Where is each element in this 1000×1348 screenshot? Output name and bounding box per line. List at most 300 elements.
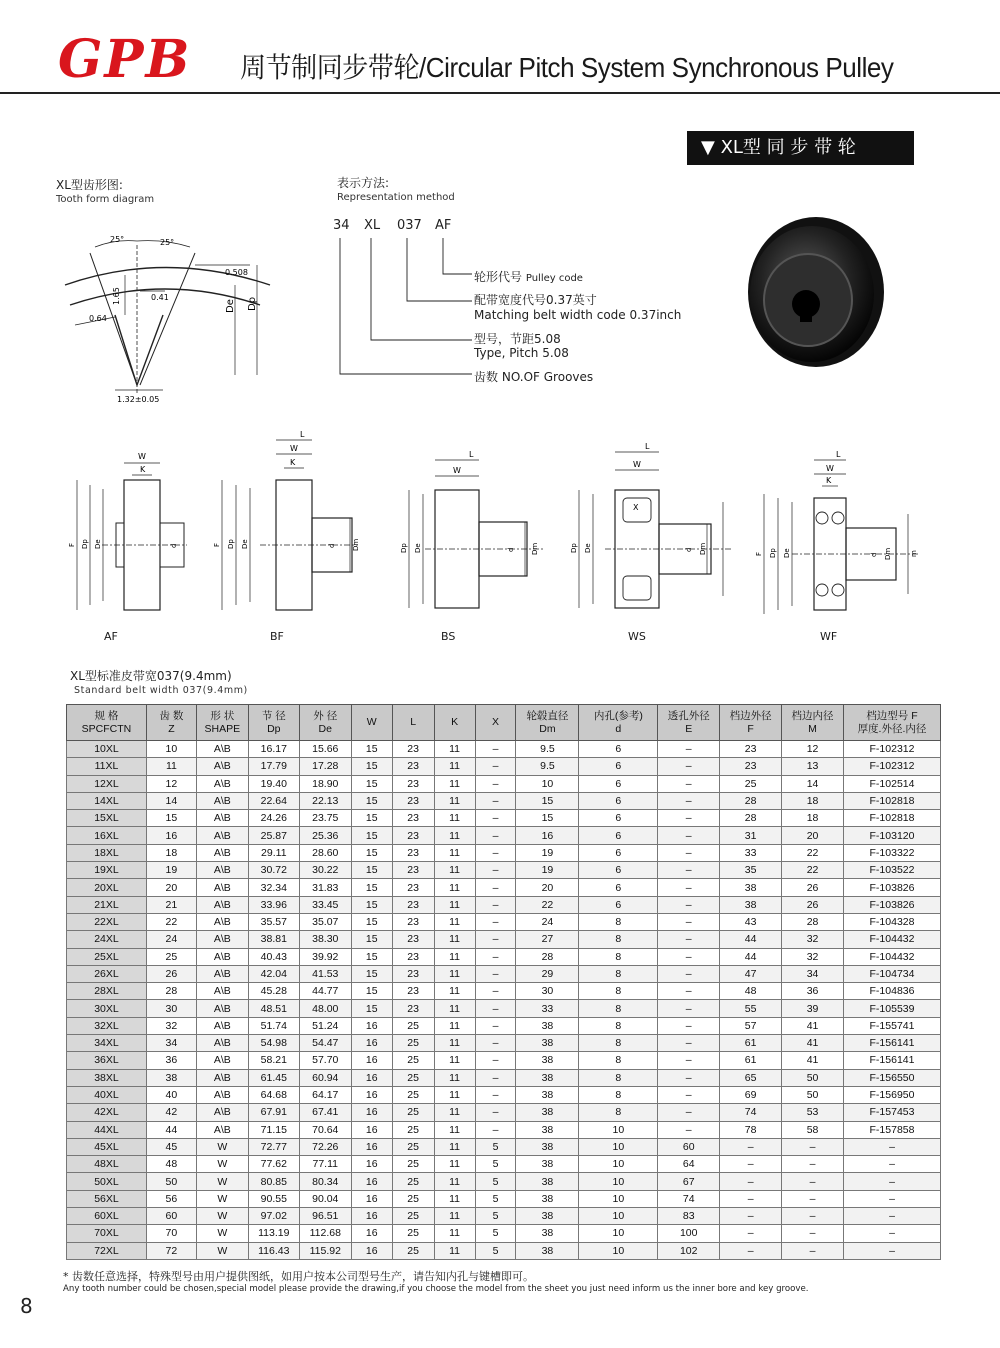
header-rule xyxy=(0,92,1000,94)
table-cell: 15 xyxy=(351,810,392,827)
tooth-form-title-en: Tooth form diagram xyxy=(56,194,155,205)
table-cell: 57 xyxy=(720,1017,782,1034)
table-row xyxy=(67,948,941,965)
table-cell: 8 xyxy=(579,1000,658,1017)
table-cell: 38 xyxy=(146,1069,196,1086)
table-cell: 6 xyxy=(579,741,658,758)
table-cell: 35 xyxy=(720,862,782,879)
angle-right-label: 25° xyxy=(160,238,175,247)
table-cell: A\B xyxy=(196,965,248,982)
table-cell: 74 xyxy=(658,1190,720,1207)
column-header xyxy=(658,705,720,741)
table-row xyxy=(67,792,941,809)
table-cell: 45.28 xyxy=(248,983,299,1000)
table-cell: 11 xyxy=(146,758,196,775)
spec-cell: 30XL xyxy=(67,1000,147,1017)
table-cell: 70.64 xyxy=(299,1121,351,1138)
table-cell: 112.68 xyxy=(299,1225,351,1242)
table-cell: 11 xyxy=(434,758,475,775)
table-cell: 8 xyxy=(579,948,658,965)
table-cell: 22 xyxy=(146,913,196,930)
table-cell: – xyxy=(475,862,516,879)
ws-x-label: X xyxy=(633,503,639,512)
table-cell: 38 xyxy=(720,896,782,913)
table-cell: – xyxy=(720,1225,782,1242)
table-cell: 25 xyxy=(392,1104,434,1121)
table-cell: – xyxy=(843,1208,940,1225)
ws-spoke-window-bottom xyxy=(623,576,651,600)
code-width: 037 xyxy=(397,218,422,233)
table-cell: 20 xyxy=(516,879,579,896)
table-cell: 6 xyxy=(579,775,658,792)
spec-cell: 12XL xyxy=(67,775,147,792)
table-cell: 22 xyxy=(516,896,579,913)
table-cell: 77.62 xyxy=(248,1156,299,1173)
table-cell: 25 xyxy=(392,1156,434,1173)
table-cell: 102 xyxy=(658,1242,720,1259)
spec-cell: 28XL xyxy=(67,983,147,1000)
table-cell: – xyxy=(475,879,516,896)
table-cell: 5 xyxy=(475,1173,516,1190)
table-row xyxy=(67,1242,941,1259)
table-cell: 67.91 xyxy=(248,1104,299,1121)
dim-165-label: 1.65 xyxy=(112,287,121,305)
table-cell: W xyxy=(196,1138,248,1155)
table-cell: – xyxy=(475,931,516,948)
table-cell: 12 xyxy=(782,741,844,758)
table-cell: – xyxy=(658,844,720,861)
table-cell: 25 xyxy=(392,1121,434,1138)
tooth-profile xyxy=(115,315,163,385)
column-header-label: L xyxy=(410,716,417,728)
table-cell: A\B xyxy=(196,931,248,948)
table-cell: 15.66 xyxy=(299,741,351,758)
table-cell: 64.68 xyxy=(248,1086,299,1103)
table-cell: 115.92 xyxy=(299,1242,351,1259)
table-cell: 11 xyxy=(434,983,475,1000)
table-row xyxy=(67,775,941,792)
table-cell: 32 xyxy=(146,1017,196,1034)
table-cell: – xyxy=(658,879,720,896)
table-cell: 67 xyxy=(658,1173,720,1190)
column-header-sublabel: SHAPE xyxy=(204,722,241,735)
table-cell: 6 xyxy=(579,827,658,844)
table-cell: – xyxy=(720,1138,782,1155)
table-cell: 10 xyxy=(579,1242,658,1259)
table-cell: – xyxy=(843,1242,940,1259)
table-cell: 10 xyxy=(579,1138,658,1155)
table-cell: 25 xyxy=(720,775,782,792)
table-cell: 10 xyxy=(579,1173,658,1190)
table-cell: 11 xyxy=(434,913,475,930)
table-row xyxy=(67,1052,941,1069)
table-cell: A\B xyxy=(196,1035,248,1052)
table-cell: 61 xyxy=(720,1035,782,1052)
table-cell: 6 xyxy=(579,862,658,879)
table-cell: A\B xyxy=(196,896,248,913)
table-cell: 15 xyxy=(351,931,392,948)
table-cell: – xyxy=(658,758,720,775)
page-header xyxy=(0,0,1000,96)
table-cell: – xyxy=(782,1190,844,1207)
table-cell: 11 xyxy=(434,827,475,844)
table-cell: 60.94 xyxy=(299,1069,351,1086)
rep-pulley-code-en: Pulley code xyxy=(525,273,583,284)
table-cell: 50 xyxy=(782,1086,844,1103)
table-cell: 5 xyxy=(475,1225,516,1242)
table-cell: 11 xyxy=(434,1104,475,1121)
table-cell: 16 xyxy=(351,1208,392,1225)
table-cell: 40.43 xyxy=(248,948,299,965)
table-cell: 16 xyxy=(351,1052,392,1069)
column-header xyxy=(67,705,147,741)
representation-title-en: Representation method xyxy=(337,192,455,203)
rep-pulley-code xyxy=(474,268,583,285)
table-cell: 11 xyxy=(434,1000,475,1017)
table-cell: 31.83 xyxy=(299,879,351,896)
column-header-sublabel: M xyxy=(808,722,817,735)
column-header-label: W xyxy=(366,716,377,728)
table-cell: 77.11 xyxy=(299,1156,351,1173)
table-cell: – xyxy=(782,1173,844,1190)
table-cell: 8 xyxy=(579,1104,658,1121)
table-cell: 16 xyxy=(351,1242,392,1259)
table-cell: 6 xyxy=(579,810,658,827)
table-cell: – xyxy=(475,896,516,913)
table-cell: 29.11 xyxy=(248,844,299,861)
table-cell: 33.96 xyxy=(248,896,299,913)
table-cell: 116.43 xyxy=(248,1242,299,1259)
table-cell: 10 xyxy=(579,1225,658,1242)
wf-dp-label: Dp xyxy=(769,548,777,558)
table-cell: 71.15 xyxy=(248,1121,299,1138)
table-cell: 11 xyxy=(434,792,475,809)
table-cell: 15 xyxy=(351,948,392,965)
table-cell: A\B xyxy=(196,810,248,827)
table-cell: 51.24 xyxy=(299,1017,351,1034)
table-cell: – xyxy=(475,792,516,809)
table-cell: 11 xyxy=(434,810,475,827)
column-header xyxy=(579,705,658,741)
table-cell: 23 xyxy=(392,1000,434,1017)
table-cell: 16 xyxy=(351,1035,392,1052)
bs-d-label: d xyxy=(507,547,515,552)
table-cell: – xyxy=(475,1017,516,1034)
table-title-cn: XL型标准皮带宽037(9.4mm) xyxy=(70,669,232,683)
note-en: Any tooth number could be chosen,special model please provide the drawing,if you choose the model from the sheet you just need inform us the inner bore and key groove. xyxy=(63,1284,809,1294)
table-cell: F-103826 xyxy=(843,896,940,913)
table-cell: 11 xyxy=(434,1225,475,1242)
pulley-photo xyxy=(728,210,888,380)
dp-label: Dp xyxy=(247,296,258,311)
table-cell: 20 xyxy=(146,879,196,896)
wf-dm-label: Dm xyxy=(884,547,892,560)
table-cell: 80.85 xyxy=(248,1173,299,1190)
table-cell: 16 xyxy=(516,827,579,844)
table-row xyxy=(67,827,941,844)
table-cell: 5 xyxy=(475,1190,516,1207)
table-cell: 15 xyxy=(351,758,392,775)
table-cell: 23 xyxy=(392,827,434,844)
bs-dp-label: Dp xyxy=(400,543,408,553)
table-cell: 38 xyxy=(516,1104,579,1121)
table-cell: 41 xyxy=(782,1052,844,1069)
table-cell: – xyxy=(658,827,720,844)
table-cell: 11 xyxy=(434,1035,475,1052)
table-cell: 11 xyxy=(434,1069,475,1086)
table-cell: 90.55 xyxy=(248,1190,299,1207)
column-header-sublabel: Dm xyxy=(539,722,556,735)
table-cell: 11 xyxy=(434,965,475,982)
table-cell: – xyxy=(782,1156,844,1173)
table-cell: F-103522 xyxy=(843,862,940,879)
table-cell: 32.34 xyxy=(248,879,299,896)
table-cell: 11 xyxy=(434,1156,475,1173)
table-row xyxy=(67,1035,941,1052)
spec-cell: 70XL xyxy=(67,1225,147,1242)
table-row xyxy=(67,844,941,861)
table-cell: F-155741 xyxy=(843,1017,940,1034)
table-cell: 19 xyxy=(516,862,579,879)
table-cell: 8 xyxy=(579,1035,658,1052)
spec-cell: 25XL xyxy=(67,948,147,965)
table-cell: 44 xyxy=(720,948,782,965)
table-cell: 19.40 xyxy=(248,775,299,792)
table-cell: 6 xyxy=(579,758,658,775)
table-cell: F-103322 xyxy=(843,844,940,861)
table-row xyxy=(67,758,941,775)
bs-dm-label: Dm xyxy=(531,542,539,555)
table-cell: – xyxy=(658,741,720,758)
bf-dm-label: Dm xyxy=(352,538,360,551)
rep-type-cn: 型号，节距5.08 xyxy=(474,332,561,346)
table-cell: 41 xyxy=(782,1017,844,1034)
spec-cell: 19XL xyxy=(67,862,147,879)
wf-f-label: F xyxy=(755,551,763,556)
table-cell: 23 xyxy=(392,741,434,758)
table-cell: – xyxy=(658,1035,720,1052)
table-cell: F-156950 xyxy=(843,1086,940,1103)
table-cell: 38.30 xyxy=(299,931,351,948)
spec-cell: 60XL xyxy=(67,1208,147,1225)
table-cell: – xyxy=(658,1052,720,1069)
table-row xyxy=(67,1173,941,1190)
table-cell: A\B xyxy=(196,792,248,809)
table-cell: – xyxy=(658,1000,720,1017)
table-cell: W xyxy=(196,1242,248,1259)
rep-pulley-code-cn: 轮形代号 xyxy=(474,270,523,284)
table-cell: 38 xyxy=(516,1086,579,1103)
dim-0508-label: 0.508 xyxy=(225,268,248,277)
table-cell: F-102818 xyxy=(843,810,940,827)
table-row xyxy=(67,1190,941,1207)
bs-de-label: De xyxy=(414,543,422,553)
table-cell: – xyxy=(475,1052,516,1069)
table-cell: 23 xyxy=(392,775,434,792)
table-row xyxy=(67,1086,941,1103)
table-cell: 38 xyxy=(516,1069,579,1086)
table-cell: 23 xyxy=(392,965,434,982)
table-cell: – xyxy=(782,1208,844,1225)
column-header-label: 节 径 xyxy=(261,709,286,722)
de-label: De xyxy=(225,299,236,313)
ws-d-label: d xyxy=(685,547,693,552)
wf-w-label: W xyxy=(826,464,834,473)
table-cell: – xyxy=(658,810,720,827)
rep-width-en: Matching belt width code 0.37inch xyxy=(474,308,682,322)
table-cell: 15 xyxy=(146,810,196,827)
table-cell: 35.57 xyxy=(248,913,299,930)
spec-table-head xyxy=(67,705,941,741)
table-cell: 15 xyxy=(351,775,392,792)
table-cell: 10 xyxy=(146,741,196,758)
table-cell: A\B xyxy=(196,844,248,861)
table-cell: A\B xyxy=(196,1069,248,1086)
column-header xyxy=(843,705,940,741)
table-cell: 6 xyxy=(579,879,658,896)
code-pulley: AF xyxy=(435,218,452,233)
spec-cell: 22XL xyxy=(67,913,147,930)
table-cell: 80.34 xyxy=(299,1173,351,1190)
table-cell: 23 xyxy=(392,879,434,896)
spec-cell: 72XL xyxy=(67,1242,147,1259)
table-cell: 23 xyxy=(392,896,434,913)
column-header-label: 轮毂直径 xyxy=(526,709,569,722)
table-cell: 15 xyxy=(351,879,392,896)
table-cell: 25.87 xyxy=(248,827,299,844)
table-cell: 21 xyxy=(146,896,196,913)
table-row xyxy=(67,1017,941,1034)
table-row xyxy=(67,983,941,1000)
table-cell: 26 xyxy=(146,965,196,982)
ws-w-label: W xyxy=(633,460,641,469)
table-cell: 47 xyxy=(720,965,782,982)
table-cell: 58.21 xyxy=(248,1052,299,1069)
table-cell: – xyxy=(475,741,516,758)
column-header-label: 透孔外径 xyxy=(667,709,710,722)
table-cell: W xyxy=(196,1190,248,1207)
bf-dp-label: Dp xyxy=(227,539,235,549)
table-row xyxy=(67,1000,941,1017)
table-cell: 18.90 xyxy=(299,775,351,792)
spec-cell: 42XL xyxy=(67,1104,147,1121)
spec-cell: 20XL xyxy=(67,879,147,896)
table-cell: 15 xyxy=(516,792,579,809)
table-cell: 22.64 xyxy=(248,792,299,809)
table-cell: F-156141 xyxy=(843,1035,940,1052)
spec-cell: 15XL xyxy=(67,810,147,827)
table-cell: A\B xyxy=(196,1121,248,1138)
table-cell: 16 xyxy=(351,1138,392,1155)
table-row xyxy=(67,1069,941,1086)
wf-window-top-left xyxy=(816,512,828,524)
table-cell: 72 xyxy=(146,1242,196,1259)
table-row xyxy=(67,1104,941,1121)
table-cell: 48 xyxy=(146,1156,196,1173)
table-cell: 27 xyxy=(516,931,579,948)
tooth-form-title-cn: XL型齿形图: xyxy=(56,178,123,192)
table-cell: 15 xyxy=(351,983,392,1000)
column-header-sublabel: De xyxy=(318,722,332,735)
table-cell: – xyxy=(658,1104,720,1121)
table-cell: 22 xyxy=(782,862,844,879)
table-cell: 23 xyxy=(392,792,434,809)
table-cell: 44 xyxy=(146,1121,196,1138)
table-cell: 11 xyxy=(434,1208,475,1225)
table-cell: 38 xyxy=(516,1208,579,1225)
table-cell: A\B xyxy=(196,775,248,792)
table-cell: 11 xyxy=(434,931,475,948)
table-cell: 38 xyxy=(516,1035,579,1052)
table-cell: – xyxy=(475,758,516,775)
table-cell: 16 xyxy=(351,1104,392,1121)
table-cell: 25 xyxy=(392,1052,434,1069)
table-cell: A\B xyxy=(196,1052,248,1069)
af-dp-label: Dp xyxy=(81,539,89,549)
column-header-label: K xyxy=(451,716,459,728)
table-cell: 26 xyxy=(782,879,844,896)
table-cell: 10 xyxy=(579,1208,658,1225)
table-cell: – xyxy=(475,827,516,844)
wf-window-top-right xyxy=(832,512,844,524)
table-cell: F-104432 xyxy=(843,948,940,965)
table-cell: – xyxy=(843,1138,940,1155)
table-cell: 28.60 xyxy=(299,844,351,861)
table-cell: 25 xyxy=(392,1208,434,1225)
table-cell: A\B xyxy=(196,1104,248,1121)
table-cell: F-102514 xyxy=(843,775,940,792)
table-cell: 65 xyxy=(720,1069,782,1086)
spec-cell: 40XL xyxy=(67,1086,147,1103)
column-header-sublabel: Z xyxy=(168,722,175,735)
table-cell: 9.5 xyxy=(516,758,579,775)
table-cell: 11 xyxy=(434,862,475,879)
table-row xyxy=(67,913,941,930)
table-cell: 41 xyxy=(782,1035,844,1052)
table-cell: 23 xyxy=(392,948,434,965)
table-cell: 36 xyxy=(782,983,844,1000)
spec-cell: 18XL xyxy=(67,844,147,861)
table-cell: – xyxy=(658,792,720,809)
table-row xyxy=(67,1121,941,1138)
pulley-bore xyxy=(792,290,820,318)
rep-type-en: Type, Pitch 5.08 xyxy=(474,346,569,360)
spec-cell: 16XL xyxy=(67,827,147,844)
spec-cell: 26XL xyxy=(67,965,147,982)
table-cell: 8 xyxy=(579,1017,658,1034)
table-cell: F-157858 xyxy=(843,1121,940,1138)
table-cell: 60 xyxy=(658,1138,720,1155)
spec-cell: 32XL xyxy=(67,1017,147,1034)
table-cell: 23 xyxy=(392,810,434,827)
table-cell: 16 xyxy=(351,1225,392,1242)
wf-k-label: K xyxy=(826,476,832,485)
table-cell: 100 xyxy=(658,1225,720,1242)
spec-table-wrapper xyxy=(66,704,941,1260)
table-cell: W xyxy=(196,1208,248,1225)
table-cell: – xyxy=(782,1242,844,1259)
table-cell: 36 xyxy=(146,1052,196,1069)
shape-ws-label: WS xyxy=(628,630,646,643)
column-header-label: 规 格 xyxy=(94,709,119,722)
column-header-sublabel: E xyxy=(685,722,693,735)
ws-dp-label: Dp xyxy=(570,543,578,553)
header-row xyxy=(67,705,941,741)
table-cell: 45 xyxy=(146,1138,196,1155)
column-header xyxy=(146,705,196,741)
shape-wf-drawing xyxy=(752,450,922,620)
shape-bf-label: BF xyxy=(270,630,284,643)
